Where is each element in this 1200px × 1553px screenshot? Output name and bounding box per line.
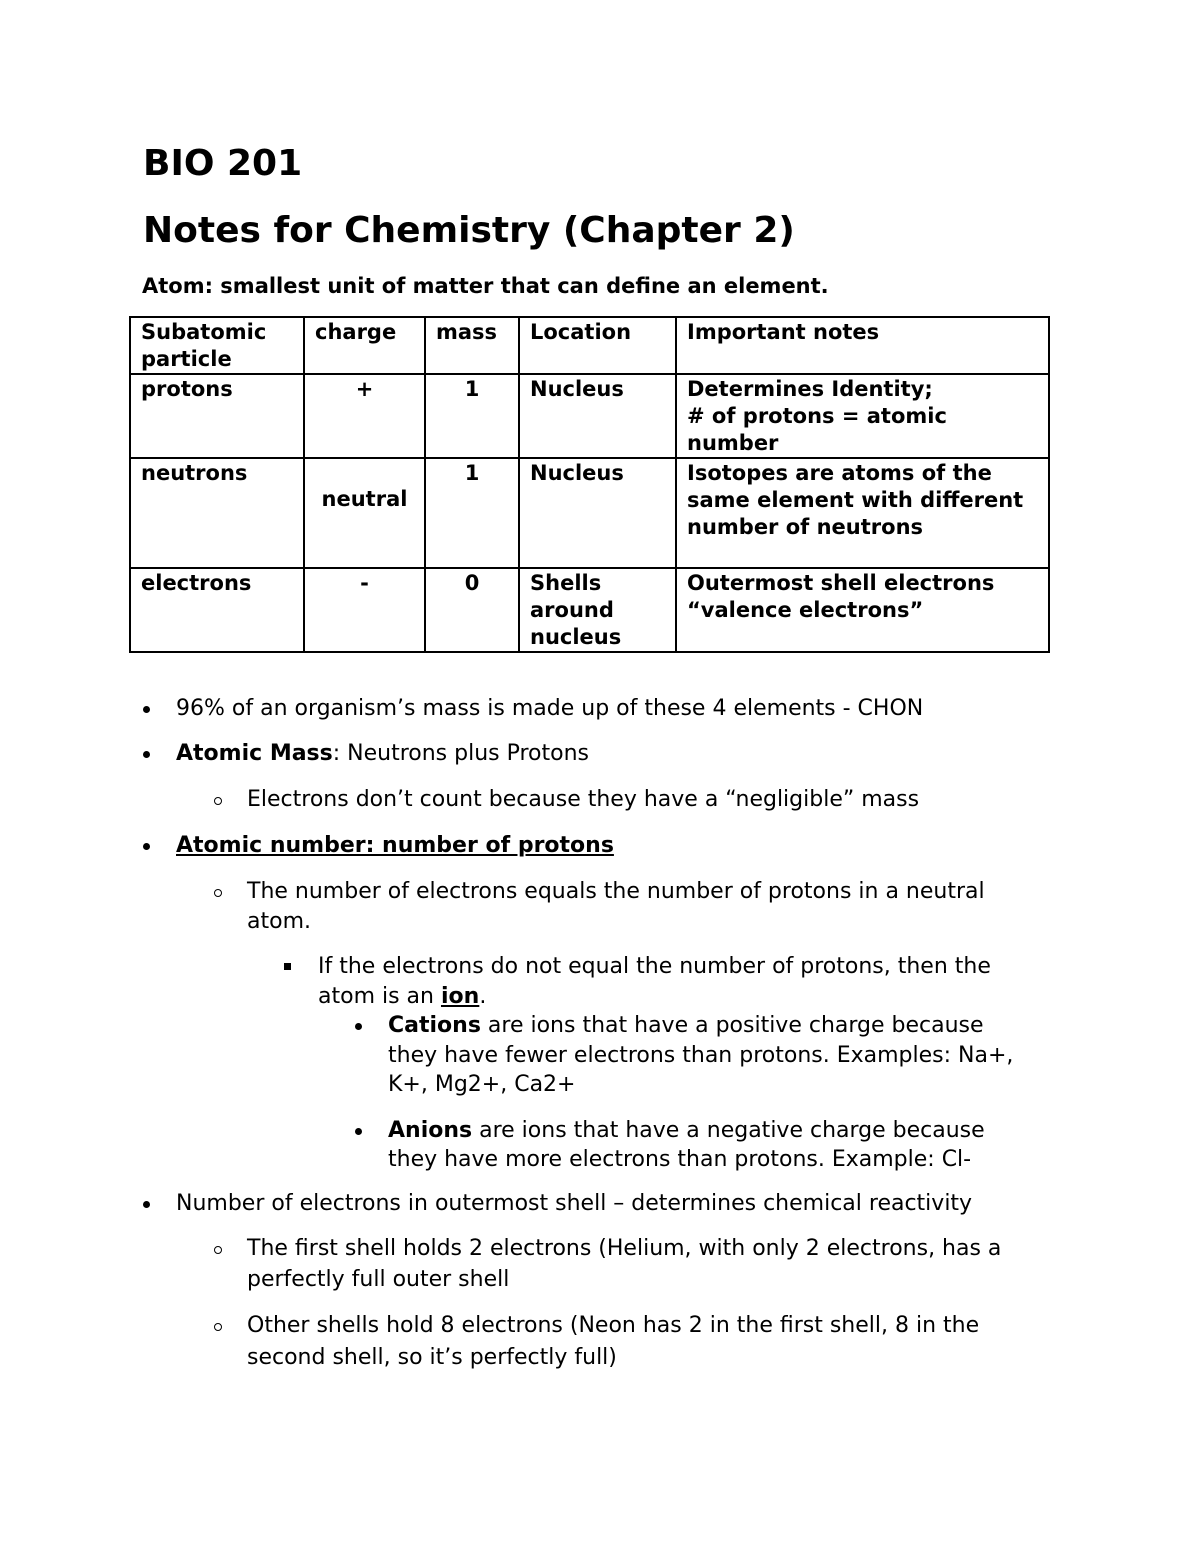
bullet-dot-icon — [143, 751, 150, 758]
term-ion: ion — [440, 984, 480, 1009]
table-cell-mass: 1 — [425, 458, 519, 568]
bullet-circle-icon — [214, 1246, 222, 1254]
list-item-line: K+, Mg2+, Ca2+ — [388, 1072, 576, 1097]
subatomic-particle-table — [129, 316, 1050, 653]
table-header: charge — [304, 317, 425, 374]
list-item: Electrons don’t count because they have a “negligible” mass — [247, 787, 920, 812]
bullet-circle-icon — [214, 889, 222, 897]
table-header: Subatomic particle — [130, 317, 304, 374]
list-item-line: perfectly full outer shell — [247, 1267, 510, 1292]
list-item-line: The number of electrons equals the number of protons in a neutral — [247, 879, 985, 904]
list-item-text: atom is an — [318, 984, 441, 1009]
list-item-line: Other shells hold 8 electrons (Neon has 2 in the first shell, 8 in the — [247, 1313, 980, 1338]
course-heading: BIO 201 — [143, 143, 303, 184]
list-item-text: . — [479, 984, 487, 1009]
list-item-line: they have fewer electrons than protons. Examples: Na+, — [388, 1043, 1014, 1068]
bullet-circle-icon — [214, 797, 222, 805]
notes-line: “valence electrons” — [687, 598, 924, 622]
list-item: Number of electrons in outermost shell – determines chemical reactivity — [176, 1191, 973, 1216]
table-row — [130, 374, 1049, 458]
table-cell-location: Shells around nucleus — [519, 568, 676, 652]
list-item-line: If the electrons do not equal the number of protons, then the — [318, 954, 991, 979]
table-cell-charge: + — [304, 374, 425, 458]
list-item-line: second shell, so it’s perfectly full) — [247, 1345, 617, 1370]
table-header: Important notes — [676, 317, 1049, 374]
list-item-line: The first shell holds 2 electrons (Helium, with only 2 electrons, has a — [247, 1236, 1002, 1261]
notes-line: Isotopes are atoms of the same element with different number of neutrons — [687, 461, 1024, 539]
table-row — [130, 458, 1049, 568]
bullet-dot-icon — [143, 706, 150, 713]
table-cell-mass: 0 — [425, 568, 519, 652]
notes-line: Determines Identity; — [687, 377, 933, 401]
term-anions: Anions — [388, 1118, 473, 1143]
list-item-line: they have more electrons than protons. Example: Cl- — [388, 1147, 972, 1172]
bullet-dot-icon — [355, 1023, 362, 1030]
table-header: mass — [425, 317, 519, 374]
list-item-text: are ions that have a positive charge because — [480, 1013, 984, 1038]
list-item-line — [388, 1116, 985, 1146]
list-item-text: : Neutrons plus Protons — [332, 741, 590, 766]
bullet-dot-icon — [143, 843, 150, 850]
table-cell-location: Nucleus — [519, 458, 676, 568]
charge-value: neutral — [321, 487, 408, 511]
table-cell-notes — [676, 374, 1049, 458]
table-cell-mass: 1 — [425, 374, 519, 458]
table-header: Location — [519, 317, 676, 374]
list-item-line — [318, 982, 486, 1012]
list-item: Atomic number: number of protons — [176, 833, 614, 858]
table-cell-location: Nucleus — [519, 374, 676, 458]
notes-line: Outermost shell electrons — [687, 571, 995, 595]
table-cell-particle: neutrons — [130, 458, 304, 568]
term-atomic-mass: Atomic Mass — [176, 741, 333, 766]
notes-line: # of protons = atomic number — [687, 404, 947, 455]
atom-definition: Atom: smallest unit of matter that can define an element. — [142, 274, 829, 298]
page-title: Notes for Chemistry (Chapter 2) — [143, 210, 795, 251]
bullet-circle-icon — [214, 1323, 222, 1331]
bullet-dot-icon — [355, 1128, 362, 1135]
table-header-row — [130, 317, 1049, 374]
list-item — [176, 739, 589, 769]
table-cell-particle: electrons — [130, 568, 304, 652]
table-row — [130, 568, 1049, 652]
bullet-square-icon — [284, 963, 291, 970]
list-item-line: atom. — [247, 909, 311, 934]
table-cell-particle: protons — [130, 374, 304, 458]
list-item-line — [388, 1011, 984, 1041]
list-item: 96% of an organism’s mass is made up of these 4 elements - CHON — [176, 696, 924, 721]
table-cell-charge: - — [304, 568, 425, 652]
bullet-dot-icon — [143, 1201, 150, 1208]
table-cell-charge — [304, 458, 425, 568]
list-item-text: are ions that have a negative charge because — [472, 1118, 985, 1143]
term-cations: Cations — [388, 1013, 481, 1038]
table-cell-notes — [676, 568, 1049, 652]
table-cell-notes — [676, 458, 1049, 568]
